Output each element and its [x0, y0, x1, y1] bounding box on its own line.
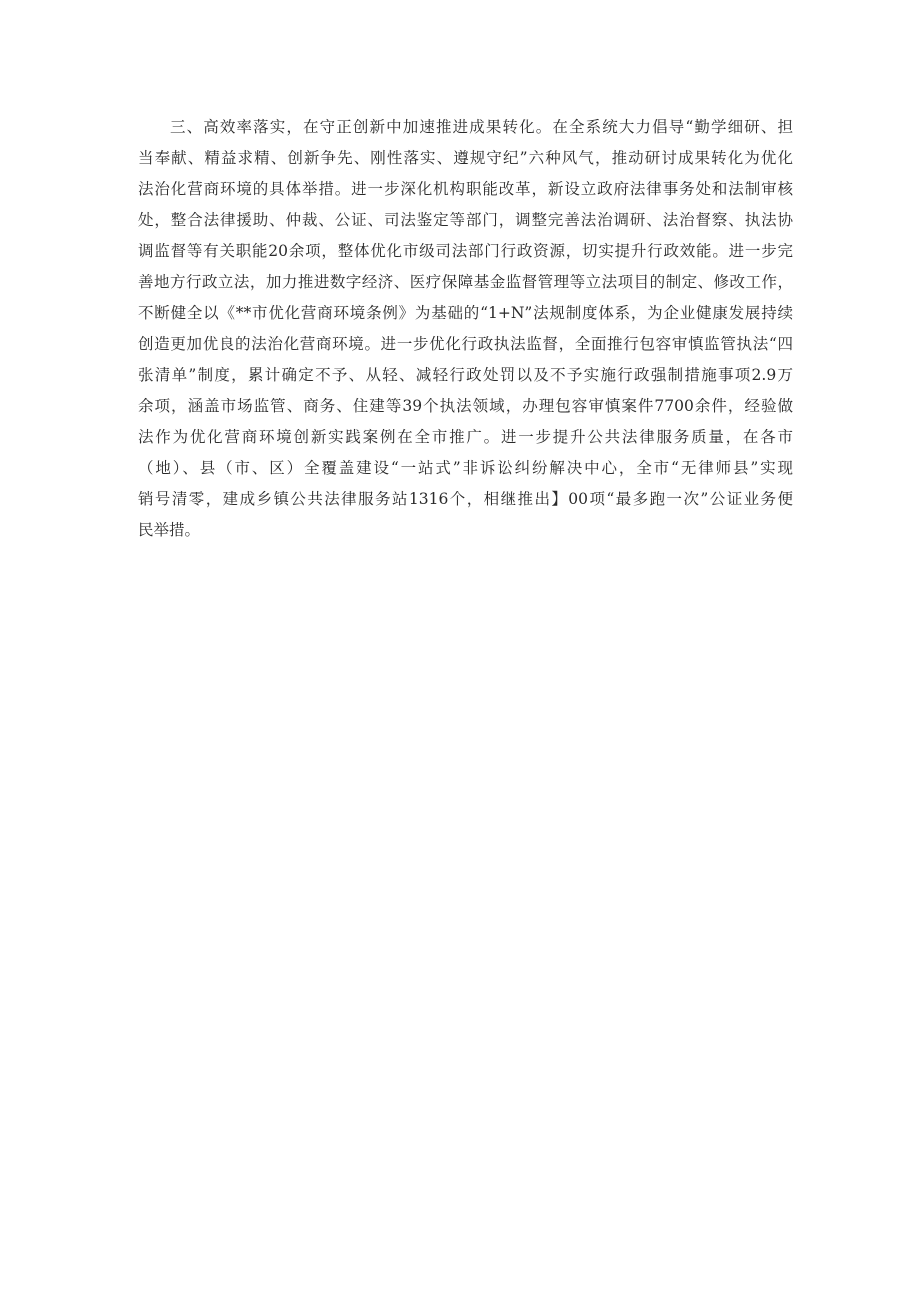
paragraph-line: 处，整合法律援助、仲裁、公证、司法鉴定等部门，调整完善法治调研、法治督察、执法协 [138, 211, 793, 229]
paragraph-line: 不断健全以《**市优化营商环境条例》为基础的“1+N”法规制度体系，为企业健康发展持续 [138, 304, 793, 322]
paragraph-line: 善地方行政立法，加力推进数字经济、医疗保障基金监督管理等立法项目的制定、修改工作， [138, 273, 793, 291]
paragraph [138, 112, 793, 546]
paragraph-line: 法治化营商环境的具体举措。进一步深化机构职能改革，新设立政府法律事务处和法制审核 [138, 180, 793, 198]
paragraph-line: 当奉献、精益求精、创新争先、刚性落实、遵规守纪”六种风气，推动研讨成果转化为优化 [138, 149, 793, 167]
paragraph-line: 调监督等有关职能20余项，整体优化市级司法部门行政资源，切实提升行政效能。进一步完 [138, 242, 793, 260]
paragraph-line: 余项，涵盖市场监管、商务、住建等39个执法领域，办理包容审慎案件7700余件，经验做 [138, 397, 793, 415]
paragraph-line: （地）、县（市、区）全覆盖建设“一站式”非诉讼纠纷解决中心，全市“无律师县”实现 [138, 459, 793, 477]
paragraph-line: 创造更加优良的法治化营商环境。进一步优化行政执法监督，全面推行包容审慎监管执法“四 [138, 335, 793, 353]
paragraph-line: 三、高效率落实，在守正创新中加速推进成果转化。在全系统大力倡导“勤学细研、担 [170, 118, 793, 136]
paragraph-line: 张清单”制度，累计确定不予、从轻、减轻行政处罚以及不予实施行政强制措施事项2.9万 [138, 366, 793, 384]
paragraph-line: 销号清零，建成乡镇公共法律服务站1316个，相继推出】00项“最多跑一次”公证业务便 [138, 490, 793, 508]
paragraph-line: 法作为优化营商环境创新实践案例在全市推广。进一步提升公共法律服务质量，在各市 [138, 428, 793, 446]
paragraph-line: 民举措。 [138, 521, 201, 539]
